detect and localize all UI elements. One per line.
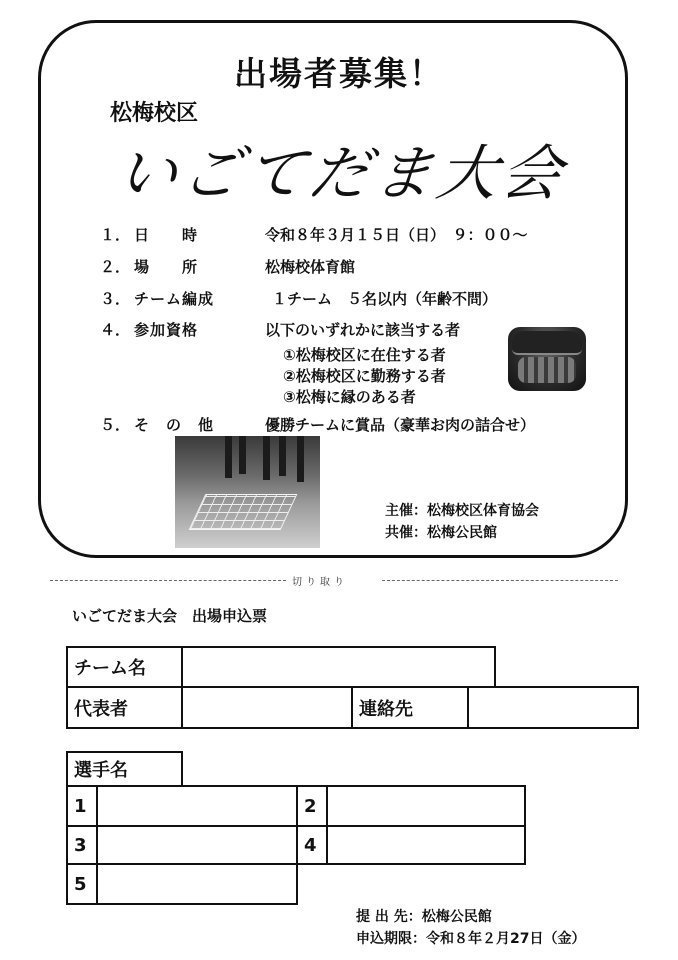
player-4-number: 4 — [296, 825, 328, 865]
player-1-field[interactable] — [96, 785, 298, 827]
item-label: 参加資格 — [134, 321, 199, 339]
player-leg — [239, 436, 246, 474]
item-label: そ の 他 — [134, 416, 215, 434]
item-value: 優勝チームに賞品（豪華お肉の詰合せ） — [265, 416, 536, 434]
item-number: ４． — [100, 321, 131, 339]
player-3-field[interactable] — [96, 825, 298, 865]
district-name: 松梅校区 — [110, 101, 199, 126]
prize-meat — [518, 357, 576, 383]
contact-label: 連絡先 — [351, 686, 469, 729]
item-number: ３． — [100, 290, 131, 308]
player-1-number: 1 — [66, 785, 98, 827]
representative-field[interactable] — [181, 686, 353, 729]
organizer: 主催：松梅校区体育協会 — [385, 503, 539, 519]
player-leg — [297, 436, 304, 482]
player-2-field[interactable] — [326, 785, 526, 827]
prize-photo — [508, 327, 586, 391]
event-name: いごてだま大会 — [112, 139, 571, 209]
item-number: ２． — [100, 258, 131, 276]
team-name-label: チーム名 — [66, 646, 183, 688]
item-number: １． — [100, 226, 131, 244]
item-value: 松梅校体育館 — [265, 258, 356, 276]
form-title: いごてだま大会 出場申込票 — [72, 607, 268, 625]
player-leg — [225, 436, 232, 478]
cosponsor: 共催：松梅公民館 — [385, 525, 497, 541]
player-leg — [279, 436, 286, 476]
item-label: チーム編成 — [134, 290, 215, 308]
contact-field[interactable] — [467, 686, 639, 729]
item-value: １チーム ５名以内（年齢不問） — [272, 290, 498, 308]
player-4-field[interactable] — [326, 825, 526, 865]
player-2-number: 2 — [296, 785, 328, 827]
game-board — [189, 494, 298, 530]
item-label: 場 所 — [134, 258, 199, 276]
team-name-field[interactable] — [181, 646, 496, 688]
item-label: 日 時 — [134, 226, 199, 244]
eligibility-2: ②松梅校区に勤務する者 — [283, 367, 446, 385]
item-value: 以下のいずれかに該当する者 — [265, 321, 461, 339]
item-number: ５． — [100, 416, 131, 434]
item-value: 令和８年３月１５日（日） ９：００～ — [265, 226, 528, 244]
prize-box-lid — [512, 331, 582, 355]
player-5-number: 5 — [66, 863, 98, 905]
cut-line-right — [382, 580, 618, 581]
cut-label: 切り取り — [292, 577, 348, 588]
eligibility-3: ③松梅に縁のある者 — [283, 388, 416, 406]
player-5-field[interactable] — [96, 863, 298, 905]
eligibility-1: ①松梅校区に在住する者 — [283, 346, 446, 364]
player-3-number: 3 — [66, 825, 98, 865]
players-label: 選手名 — [66, 751, 183, 787]
deadline: 申込期限：令和８年２月27日（金） — [356, 931, 586, 947]
player-leg — [263, 436, 270, 480]
game-photo — [175, 436, 320, 548]
submit-to: 提 出 先：松梅公民館 — [356, 909, 492, 925]
representative-label: 代表者 — [66, 686, 183, 729]
flyer-title: 出場者募集！ — [234, 54, 444, 93]
cut-line-left — [50, 580, 286, 581]
